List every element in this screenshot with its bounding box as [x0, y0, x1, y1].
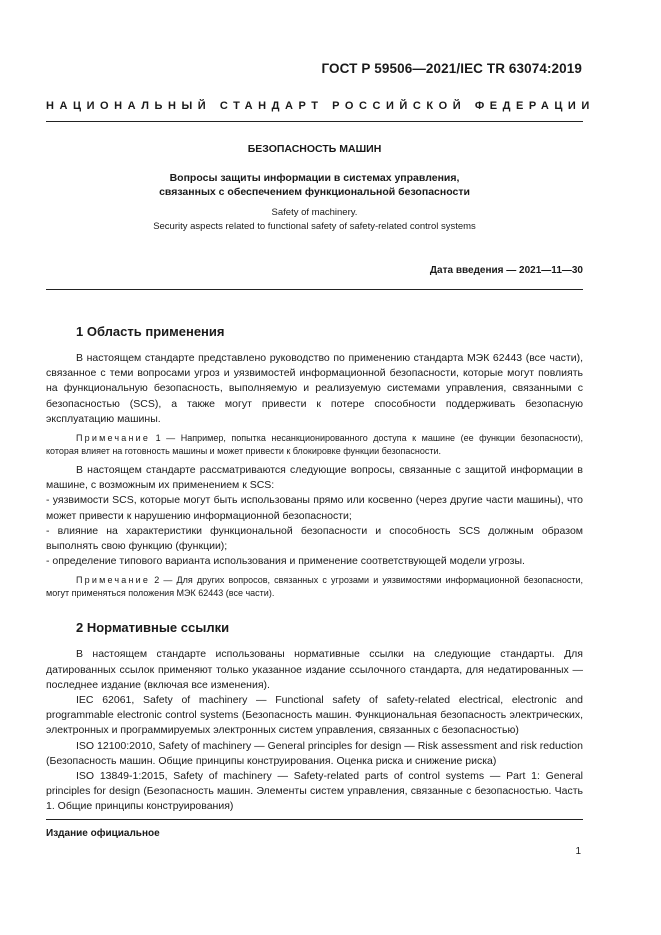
section-2-heading: 2 Нормативные ссылки [76, 620, 230, 636]
section-1-paragraph-2: В настоящем стандарте рассматриваются следующие вопросы, связанные с защитой информации в машине, с возможным их применением к SCS: [46, 464, 583, 492]
document-body [46, 324, 583, 815]
header-divider [46, 121, 583, 122]
section-1-note-2 [46, 574, 583, 600]
normative-reference: ISO 12100:2010, Safety of machinery — General principles for design — Risk assessment and risk reduction (Безопасность машин. Общие принципы конструирования. Оценка риска и снижение риска) [46, 739, 583, 767]
official-edition-label: Издание официальное [46, 828, 160, 839]
national-standard-banner: НАЦИОНАЛЬНЫЙ СТАНДАРТ РОССИЙСКОЙ ФЕДЕРАЦИИ [46, 100, 595, 112]
list-item: - уязвимости SCS, которые могут быть использованы прямо или косвенно (через другие части машины), что может привести к нарушению информационной безопасности; [46, 494, 583, 522]
subtitle-line-1: Вопросы защиты информации в системах управления, [169, 172, 460, 184]
normative-reference: ISO 13849-1:2015, Safety of machinery — Safety-related parts of control systems — Part 1: General principles for design (Безопасность машин. Элементы систем управления, связанные с безопасностью. Часть 1. Общие принципы конструирования) [46, 770, 583, 813]
english-title-line-2: Security aspects related to functional safety of safety-related control systems [153, 220, 476, 232]
intro-date-divider [46, 289, 583, 290]
section-1-note-1 [46, 432, 583, 458]
subtitle-line-2: связанных с обеспечением функциональной безопасности [159, 186, 470, 198]
standard-designation: ГОСТ Р 59506—2021/IEC TR 63074:2019 [321, 61, 582, 76]
english-title-line-1: Safety of machinery. [271, 207, 358, 218]
english-title [46, 206, 583, 233]
note-2-text: 2 — Для других вопросов, связанных с угрозами и уязвимостями информационной безопасности, могут применяться положения МЭК 62443 (все части). [46, 575, 583, 599]
footer-divider [46, 819, 583, 820]
document-subtitle [46, 171, 583, 199]
page-number: 1 [575, 846, 581, 857]
section-1-heading: 1 Область применения [76, 324, 225, 339]
note-1-text: 1 — Например, попытка несанкционированного доступа к машине (ее функции безопасности), которая влияет на готовность машины и может привести к блокировке функции безопасности. [46, 433, 583, 457]
list-item: - определение типового варианта использования и применение соответствующей модели угрозы. [46, 555, 525, 568]
section-1-paragraph-1: В настоящем стандарте представлено руководство по применению стандарта МЭК 62443 (все части), связанное с теми вопросами угроз и уязвимостей информационной безопасности, которые могут повлиять на функциональную безопасность, выполняемую и реализуемую системами управления, связанными с безопасностью (SCS), а также могут привести к потере способности поддерживать безопасную эксплуатацию машины. [46, 352, 583, 425]
note-2-label: Примечание [76, 575, 151, 586]
note-1-label: Примечание [76, 433, 151, 444]
list-item: - влияние на характеристики функциональной безопасности и способность SCS должным образом выполнять свою функцию (функции); [46, 524, 583, 553]
introduction-date: Дата введения — 2021—11—30 [429, 265, 583, 276]
normative-reference: IEC 62061, Safety of machinery — Functional safety of safety-related electrical, electronic and programmable electronic control systems (Безопасность машин. Функциональная безопасность электрических, электронных и программируемых электронных систем управления, связанных с безопасностью) [46, 694, 583, 737]
section-2-paragraph-1: В настоящем стандарте использованы нормативные ссылки на следующие стандарты. Для датированных ссылок применяют только указанное издание ссылочного стандарта, для недатированных — последнее издание (включая все изменения). [46, 648, 583, 691]
document-title: БЕЗОПАСНОСТЬ МАШИН [247, 143, 382, 155]
